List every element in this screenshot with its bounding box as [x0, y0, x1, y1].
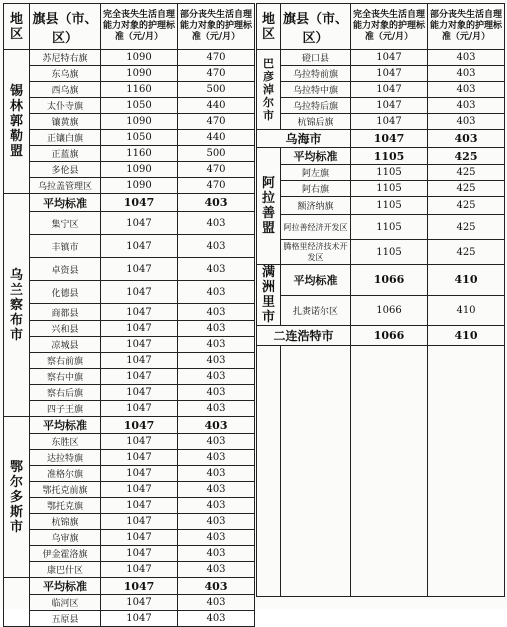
- partial-value-cell: 440: [178, 130, 255, 146]
- partial-value-cell: 403: [178, 417, 255, 434]
- header-county: 旗县（市、区）: [30, 4, 101, 50]
- county-cell: 丰镇市: [30, 235, 101, 258]
- partial-value-cell: 403: [178, 434, 255, 450]
- partial-value-cell: 403: [178, 304, 255, 321]
- partial-value-cell: 500: [178, 82, 255, 98]
- partial-value-cell: 403: [178, 611, 255, 627]
- header-full-standard: 完全丧失生活自理能力对象的护理标准（元/月）: [351, 4, 428, 50]
- county-cell: 苏尼特右旗: [30, 50, 101, 66]
- county-cell: 杭锦后旗: [281, 114, 351, 130]
- full-value-cell: 1105: [351, 165, 428, 181]
- county-cell: 商都县: [30, 304, 101, 321]
- header-region: 地区: [4, 4, 30, 50]
- full-value-cell: 1090: [101, 178, 178, 194]
- standards-table-left: [3, 3, 255, 627]
- full-value-cell: 1047: [101, 194, 178, 212]
- partial-value-cell: 410: [428, 265, 505, 296]
- full-value-cell: 1050: [101, 98, 178, 114]
- partial-value-cell: 403: [178, 212, 255, 235]
- county-cell: 正蓝旗: [30, 146, 101, 162]
- partial-value-cell: 403: [178, 385, 255, 401]
- full-value-cell: 1105: [351, 181, 428, 197]
- county-cell: 太仆寺旗: [30, 98, 101, 114]
- table-header-row: [4, 4, 255, 50]
- table-row: [4, 212, 255, 235]
- partial-value-cell: 403: [428, 130, 505, 148]
- table-row: [4, 546, 255, 562]
- table-row: [4, 146, 255, 162]
- full-value-cell: 1047: [101, 369, 178, 385]
- county-cell: 康巴什区: [30, 562, 101, 578]
- county-cell: 察右后旗: [30, 385, 101, 401]
- average-label-cell: 平均标准: [30, 194, 101, 212]
- full-value-cell: 1105: [351, 215, 428, 240]
- full-value-cell: 1105: [351, 240, 428, 265]
- table-row: [4, 304, 255, 321]
- table-row: [257, 82, 505, 98]
- table-row: [257, 215, 505, 240]
- county-cell: 鄂托克旗: [30, 498, 101, 514]
- table-row: [257, 197, 505, 215]
- table-row: [257, 295, 505, 326]
- county-cell: 多伦县: [30, 162, 101, 178]
- full-value-cell: 1160: [101, 82, 178, 98]
- county-cell: 腾格里经济技术开发区: [281, 240, 351, 265]
- county-cell: 五原县: [30, 611, 101, 627]
- table-row: [4, 66, 255, 82]
- partial-value-cell: 403: [428, 66, 505, 82]
- partial-value-cell: 403: [178, 258, 255, 281]
- region-cell: 锡林郭勒盟: [4, 50, 30, 194]
- county-cell: 察右前旗: [30, 353, 101, 369]
- table-row: [4, 385, 255, 401]
- partial-value-cell: 403: [178, 321, 255, 337]
- full-value-cell: 1047: [351, 82, 428, 98]
- table-row: [4, 321, 255, 337]
- full-value-cell: 1047: [101, 321, 178, 337]
- table-header-row: [257, 4, 505, 50]
- county-cell: 乌拉特后旗: [281, 98, 351, 114]
- county-cell: 乌审旗: [30, 530, 101, 546]
- table-row: [257, 240, 505, 265]
- table-row-average: [4, 417, 255, 434]
- county-cell: 阿左旗: [281, 165, 351, 181]
- table-row-city: [257, 326, 505, 346]
- partial-value-cell: 403: [178, 353, 255, 369]
- partial-value-cell: 403: [428, 98, 505, 114]
- table-row: [4, 401, 255, 417]
- full-value-cell: 1047: [351, 66, 428, 82]
- county-cell: 扎赉诺尔区: [281, 295, 351, 326]
- header-partial-standard: 部分丧失生活自理能力对象的护理标准（元/月）: [178, 4, 255, 50]
- partial-value-cell: 425: [428, 181, 505, 197]
- full-value-cell: 1105: [351, 148, 428, 165]
- partial-value-cell: 403: [428, 50, 505, 66]
- county-cell: 临河区: [30, 595, 101, 611]
- table-row: [4, 337, 255, 353]
- partial-value-cell: 403: [178, 194, 255, 212]
- full-value-cell: 1050: [101, 130, 178, 146]
- full-value-cell: 1047: [101, 258, 178, 281]
- full-value-cell: 1066: [351, 265, 428, 296]
- table-row-average: [4, 578, 255, 595]
- header-county: 旗县（市、区）: [281, 4, 351, 50]
- average-label-cell: 平均标准: [30, 417, 101, 434]
- table-row: [4, 482, 255, 498]
- region-cell: 乌兰察布市: [4, 194, 30, 417]
- partial-value-cell: 403: [178, 466, 255, 482]
- full-value-cell: 1047: [101, 235, 178, 258]
- partial-value-cell: 403: [178, 514, 255, 530]
- partial-value-cell: 470: [178, 66, 255, 82]
- table-row: [4, 450, 255, 466]
- partial-value-cell: 403: [178, 401, 255, 417]
- full-value-cell: 1047: [101, 401, 178, 417]
- partial-value-cell: 403: [178, 498, 255, 514]
- full-value-cell: 1047: [101, 450, 178, 466]
- partial-value-cell: 440: [178, 98, 255, 114]
- table-row: [4, 235, 255, 258]
- partial-value-cell: 403: [178, 235, 255, 258]
- table-row-average: [257, 265, 505, 296]
- full-value-cell: 1047: [101, 417, 178, 434]
- table-row: [4, 466, 255, 482]
- table-row: [4, 178, 255, 194]
- average-label-cell: 平均标准: [281, 148, 351, 165]
- full-value-cell: 1090: [101, 114, 178, 130]
- empty-cell: [281, 346, 351, 597]
- partial-value-cell: 403: [178, 281, 255, 304]
- full-value-cell: 1047: [101, 434, 178, 450]
- county-cell: 化德县: [30, 281, 101, 304]
- full-value-cell: 1047: [101, 546, 178, 562]
- partial-value-cell: 410: [428, 326, 505, 346]
- county-cell: 卓资县: [30, 258, 101, 281]
- full-value-cell: 1047: [351, 50, 428, 66]
- county-cell: 鄂托克前旗: [30, 482, 101, 498]
- full-value-cell: 1047: [101, 611, 178, 627]
- table-row: [4, 114, 255, 130]
- county-cell: 准格尔旗: [30, 466, 101, 482]
- partial-value-cell: 403: [178, 337, 255, 353]
- county-cell: 阿右旗: [281, 181, 351, 197]
- county-cell: 磴口县: [281, 50, 351, 66]
- full-value-cell: 1047: [101, 498, 178, 514]
- county-cell: 杭锦旗: [30, 514, 101, 530]
- partial-value-cell: 403: [428, 82, 505, 98]
- table-row: [4, 258, 255, 281]
- header-full-standard: 完全丧失生活自理能力对象的护理标准（元/月）: [101, 4, 178, 50]
- county-cell: 正镶白旗: [30, 130, 101, 146]
- table-row: [257, 98, 505, 114]
- table-row-average: [4, 194, 255, 212]
- partial-value-cell: 403: [178, 546, 255, 562]
- partial-value-cell: 425: [428, 215, 505, 240]
- full-value-cell: 1047: [101, 281, 178, 304]
- partial-value-cell: 500: [178, 146, 255, 162]
- partial-value-cell: 403: [428, 114, 505, 130]
- full-value-cell: 1047: [101, 212, 178, 235]
- partial-value-cell: 470: [178, 50, 255, 66]
- full-value-cell: 1047: [101, 482, 178, 498]
- partial-value-cell: 403: [178, 578, 255, 595]
- full-value-cell: 1047: [101, 578, 178, 595]
- region-cell: 鄂尔多斯市: [4, 417, 30, 578]
- region-cell: 满洲里市: [257, 265, 281, 326]
- table-row: [4, 98, 255, 114]
- full-value-cell: 1090: [101, 50, 178, 66]
- standards-table-right: [256, 3, 505, 597]
- full-value-cell: 1047: [101, 385, 178, 401]
- table-row: [4, 595, 255, 611]
- county-cell: 察右中旗: [30, 369, 101, 385]
- county-cell: 集宁区: [30, 212, 101, 235]
- partial-value-cell: 425: [428, 240, 505, 265]
- full-value-cell: 1066: [351, 295, 428, 326]
- partial-value-cell: 403: [178, 530, 255, 546]
- partial-value-cell: 470: [178, 162, 255, 178]
- county-cell: 乌拉特前旗: [281, 66, 351, 82]
- average-label-cell: 平均标准: [281, 265, 351, 296]
- region-cell: 巴彦淖尔市: [257, 50, 281, 130]
- table-row: [4, 498, 255, 514]
- full-value-cell: 1047: [101, 595, 178, 611]
- county-cell: 凉城县: [30, 337, 101, 353]
- partial-value-cell: 403: [178, 595, 255, 611]
- table-row: [257, 66, 505, 82]
- full-value-cell: 1047: [101, 304, 178, 321]
- table-row: [4, 369, 255, 385]
- table-row: [4, 162, 255, 178]
- full-value-cell: 1047: [101, 337, 178, 353]
- partial-value-cell: 425: [428, 165, 505, 181]
- full-value-cell: 1047: [101, 530, 178, 546]
- table-row: [4, 530, 255, 546]
- header-partial-standard: 部分丧失生活自理能力对象的护理标准（元/月）: [428, 4, 505, 50]
- county-cell: 达拉特旗: [30, 450, 101, 466]
- table-row-average: [257, 148, 505, 165]
- county-cell: 四子王旗: [30, 401, 101, 417]
- full-value-cell: 1047: [101, 562, 178, 578]
- county-cell: 东乌旗: [30, 66, 101, 82]
- table-row: [4, 514, 255, 530]
- full-value-cell: 1047: [351, 114, 428, 130]
- county-cell: 兴和县: [30, 321, 101, 337]
- county-cell: 阿拉善经济开发区: [281, 215, 351, 240]
- full-value-cell: 1090: [101, 66, 178, 82]
- table-row: [4, 50, 255, 66]
- region-cell-empty: [4, 578, 30, 627]
- county-cell: 伊金霍洛旗: [30, 546, 101, 562]
- full-value-cell: 1047: [351, 130, 428, 148]
- partial-value-cell: 470: [178, 178, 255, 194]
- table-row: [4, 353, 255, 369]
- city-cell: 乌海市: [257, 130, 351, 148]
- empty-cell: [257, 346, 281, 597]
- partial-value-cell: 403: [178, 369, 255, 385]
- county-cell: 额济纳旗: [281, 197, 351, 215]
- table-row: [257, 165, 505, 181]
- table-row: [4, 82, 255, 98]
- full-value-cell: 1090: [101, 162, 178, 178]
- full-value-cell: 1160: [101, 146, 178, 162]
- partial-value-cell: 410: [428, 295, 505, 326]
- full-value-cell: 1105: [351, 197, 428, 215]
- partial-value-cell: 403: [178, 450, 255, 466]
- county-cell: 西乌旗: [30, 82, 101, 98]
- full-value-cell: 1047: [101, 353, 178, 369]
- partial-value-cell: 425: [428, 148, 505, 165]
- table-row: [4, 434, 255, 450]
- full-value-cell: 1047: [101, 514, 178, 530]
- partial-value-cell: 425: [428, 197, 505, 215]
- table-row-empty: [257, 346, 505, 597]
- empty-cell: [351, 346, 428, 597]
- partial-value-cell: 403: [178, 562, 255, 578]
- region-cell: 阿拉善盟: [257, 148, 281, 265]
- city-cell: 二连浩特市: [257, 326, 351, 346]
- table-row: [257, 181, 505, 197]
- partial-value-cell: 403: [178, 482, 255, 498]
- county-cell: 东胜区: [30, 434, 101, 450]
- county-cell: 乌拉盖管理区: [30, 178, 101, 194]
- table-row: [4, 130, 255, 146]
- full-value-cell: 1047: [101, 466, 178, 482]
- empty-cell: [428, 346, 505, 597]
- table-row-city: [257, 130, 505, 148]
- table-row: [257, 114, 505, 130]
- header-region: 地区: [257, 4, 281, 50]
- table-row: [4, 611, 255, 627]
- full-value-cell: 1066: [351, 326, 428, 346]
- county-cell: 镶黄旗: [30, 114, 101, 130]
- partial-value-cell: 470: [178, 114, 255, 130]
- table-row: [4, 562, 255, 578]
- table-row: [257, 50, 505, 66]
- table-row: [4, 281, 255, 304]
- full-value-cell: 1047: [351, 98, 428, 114]
- average-label-cell: 平均标准: [30, 578, 101, 595]
- county-cell: 乌拉特中旗: [281, 82, 351, 98]
